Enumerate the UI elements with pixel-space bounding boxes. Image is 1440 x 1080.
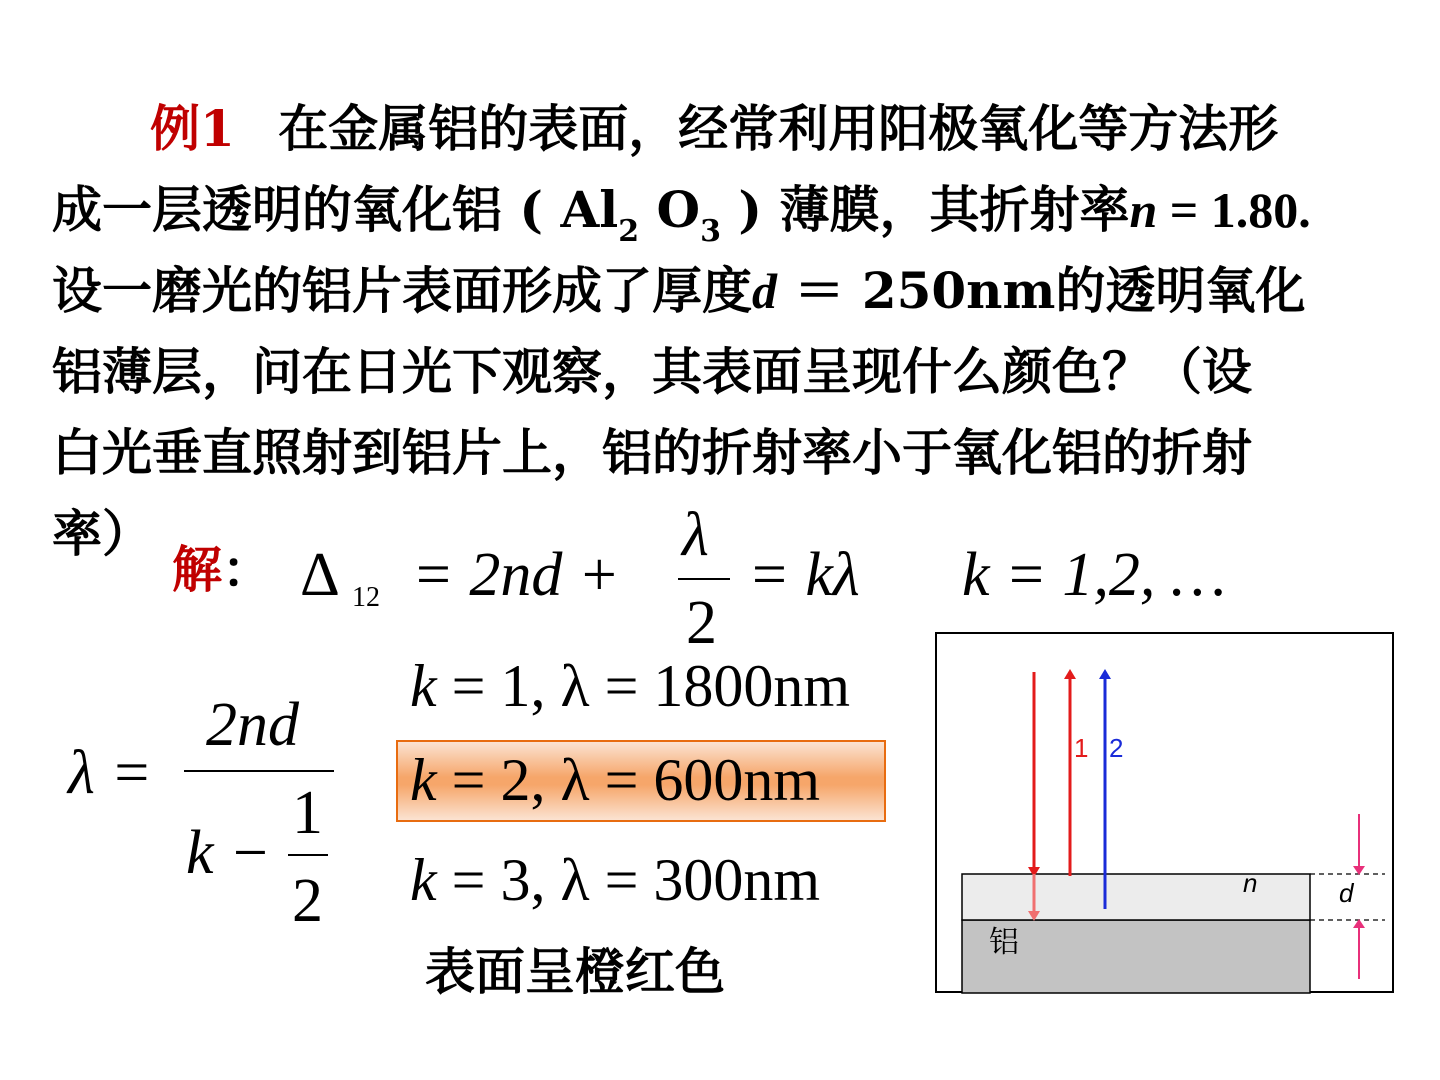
k-symbol: k	[410, 847, 437, 913]
formula-fraction-bar	[184, 770, 334, 772]
subscript-2: 2	[618, 214, 640, 249]
frac-lambda: λ	[682, 501, 709, 569]
subscript-3: 3	[700, 214, 721, 249]
problem-line-3	[52, 250, 1412, 331]
thickness-label: d	[1339, 878, 1354, 908]
formula-denominator-k: k −	[186, 819, 271, 887]
formula-small-fraction-bar	[288, 854, 328, 856]
problem-text-1: 在金属铝的表面，经常利用阳极氧化等方法形	[278, 99, 1279, 158]
k-row-2	[410, 746, 820, 815]
refractive-index-value: = 1.80.	[1157, 182, 1311, 238]
thickness-symbol: d	[752, 263, 777, 319]
wavelength-formula	[66, 690, 346, 940]
delta-subscript: 12	[352, 582, 380, 613]
film-index-label: n	[1243, 868, 1258, 898]
solution-colon: ：	[222, 540, 272, 599]
solution-label-text: 解	[172, 540, 222, 599]
problem-line-6: 率）	[52, 504, 152, 563]
fraction-bar	[678, 578, 730, 580]
k-values: k = 1,2, …	[962, 541, 1226, 609]
k-row-3	[410, 846, 820, 915]
k-row-3-eq: = 3, λ = 300nm	[436, 847, 821, 913]
aluminum-label: 铝	[989, 925, 1019, 960]
problem-text	[52, 88, 1412, 574]
k-symbol: k	[410, 653, 437, 719]
oxide-film-layer	[962, 874, 1310, 920]
solution-label	[172, 530, 272, 602]
formula-lhs: λ =	[68, 739, 153, 807]
problem-line-1	[52, 88, 1412, 169]
formula-den-one: 1	[292, 779, 323, 847]
ray-2-label: 2	[1109, 733, 1124, 763]
ray-1-label: 1	[1074, 733, 1089, 763]
eq-rhs: = kλ	[748, 541, 860, 609]
refractive-index-symbol: n	[1129, 182, 1158, 238]
problem-text-3b: ＝ 250nm的透明氧化	[777, 261, 1306, 320]
formula-numerator: 2nd	[206, 691, 299, 759]
example-label: 例1	[150, 99, 235, 158]
problem-line-4: 铝薄层，问在日光下观察，其表面呈现什么颜色？（设	[52, 342, 1252, 401]
k-row-1	[410, 652, 850, 721]
problem-line-5: 白光垂直照射到铝片上，铝的折射率小于氧化铝的折射	[52, 423, 1252, 482]
problem-line-2	[52, 169, 1412, 250]
k-row-2-eq: = 2, λ = 600nm	[436, 747, 821, 813]
k-row-1-eq: = 1, λ = 1800nm	[436, 653, 851, 719]
problem-text-2b: O	[639, 180, 701, 239]
thin-film-svg	[937, 634, 1396, 995]
frac-two: 2	[686, 589, 717, 657]
conclusion-text: 表面呈橙红色	[425, 943, 725, 1001]
k-symbol: k	[410, 747, 437, 813]
problem-text-2c: ) 薄膜，其折射率	[720, 180, 1130, 239]
delta-symbol: Δ	[300, 541, 340, 609]
formula-den-two: 2	[292, 867, 323, 935]
problem-text-3a: 设一磨光的铝片表面形成了厚度	[52, 261, 752, 320]
eq-lhs: = 2nd +	[412, 541, 620, 609]
thin-film-diagram	[935, 632, 1394, 993]
problem-text-2a: 成一层透明的氧化铝 ( Al	[52, 180, 619, 239]
